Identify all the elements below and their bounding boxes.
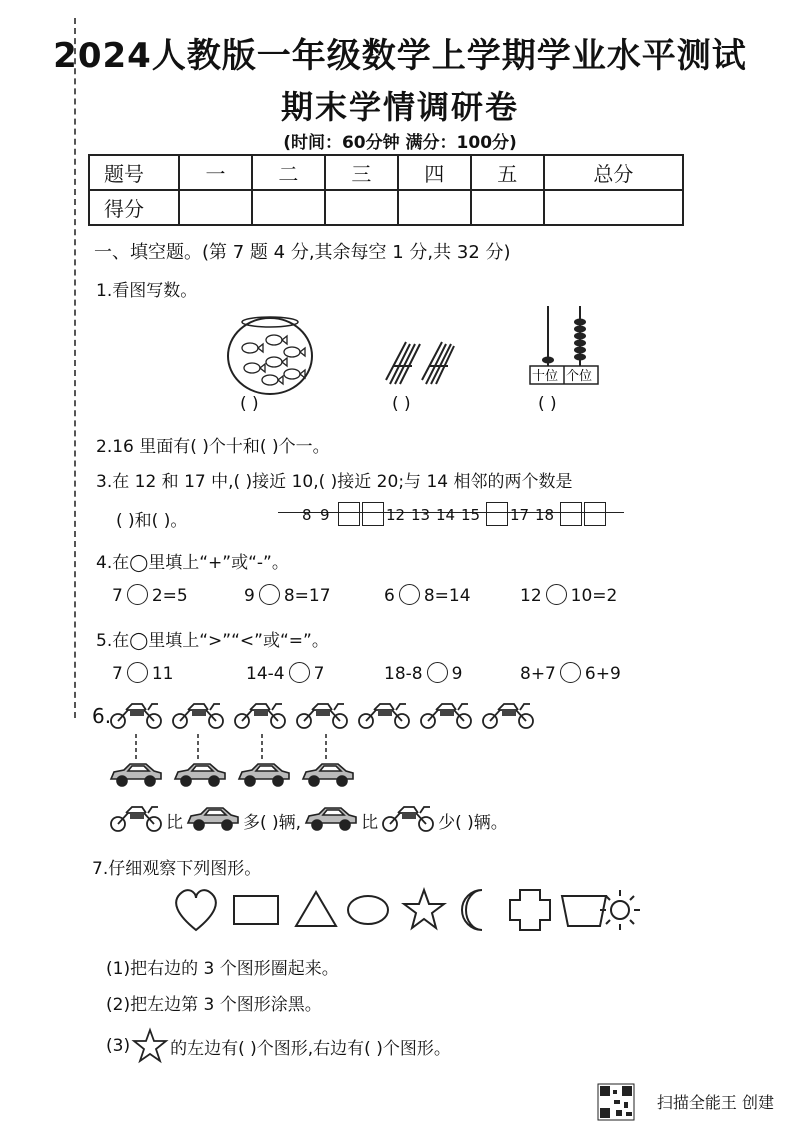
q7-sub3-text: 的左边有( )个图形,右边有( )个图形。 [170,1038,451,1059]
abacus-ones-label: 个位 [566,369,593,384]
q6-text: 少( )辆。 [438,812,508,833]
q4-expression [244,584,331,606]
operand: 12 [520,586,542,606]
q5-comparison [246,662,324,684]
heart-shape [176,890,216,930]
q1-answer-blank[interactable]: ( ) [392,394,411,414]
operand: 11 [151,664,174,684]
q4-expression [112,584,188,606]
operand: 14-4 [246,664,285,684]
q6-text: 比 [361,812,379,833]
motorcycle-icon [170,700,226,734]
question-7-label: 7.仔细观察下列图形。 [92,859,262,879]
operand: 8=17 [283,586,331,606]
car-icon [303,804,359,836]
q5-comparison [520,662,621,684]
q7-sub3-prefix: (3) [106,1036,131,1056]
score-header-cell: 总分 [544,155,683,190]
q4-sign-circle[interactable] [259,584,280,605]
motorcycle-icon [294,700,350,734]
number-line-number: 12 [386,506,406,524]
page-title: 2024人教版一年级数学上学期学业水平测试 [53,36,747,76]
rectangle-shape [234,896,278,924]
operand: 9 [244,586,255,606]
q6-text: 多( )辆, [243,812,302,833]
operand: 7 [313,664,325,684]
matching-dashed-lines [108,734,408,762]
operand: 7 [112,664,123,684]
number-line-number: 15 [461,506,481,524]
star-shape [404,890,444,928]
number-line-blank-box[interactable] [486,502,508,526]
car-icon [300,760,356,792]
number-line-blank-box[interactable] [338,502,360,526]
score-header-cell: 二 [252,155,325,190]
triangle-shape [296,892,336,926]
qr-code-icon [598,1084,634,1120]
operand: 18-8 [384,664,423,684]
motorcycle-icon [356,700,412,734]
operand: 6+9 [584,664,621,684]
cross-shape [510,890,550,930]
sun-rays [600,890,640,930]
crescent-shape [462,890,482,930]
q6-text: 比 [166,812,183,833]
star-icon [132,1028,168,1064]
number-line-number: 18 [535,506,555,524]
score-header-cell: 五 [471,155,544,190]
question-3-line2: ( )和( )。 [116,511,188,531]
q1-answer-blank[interactable]: ( ) [240,394,259,414]
operand: 8=14 [423,586,471,606]
question-3-line1: 3.在 12 和 17 中,( )接近 10,( )接近 20;与 14 相邻的两个数是 [96,472,573,492]
score-cell[interactable] [179,190,252,225]
q4-expression [520,584,617,606]
question-6-sentence [108,804,508,836]
q4-sign-circle[interactable] [399,584,420,605]
operand: 7 [112,586,123,606]
number-line-number: 8 [302,506,312,524]
score-table-score-row [89,190,683,225]
score-row-label: 得分 [89,190,179,225]
operand: 8+7 [520,664,556,684]
motorcycle-icon [480,700,536,734]
sun-shape [611,901,629,919]
number-line-number: 9 [320,506,330,524]
score-cell[interactable] [471,190,544,225]
number-line-blank-box[interactable] [362,502,384,526]
question-5-label: 5.在◯里填上“>”“<”或“=”。 [96,631,329,651]
question-7-sub1: (1)把右边的 3 个图形圈起来。 [106,959,339,979]
score-header-cell: 一 [179,155,252,190]
exam-meta: (时间：60分钟 满分：100分) [283,133,517,153]
q5-compare-circle[interactable] [127,662,148,683]
score-cell[interactable] [325,190,398,225]
motorcycle-icon [108,803,164,837]
score-table-header-row [89,155,683,190]
trapezoid-shape [562,896,606,926]
scanner-watermark: 扫描全能王 创建 [656,1093,774,1112]
q4-sign-circle[interactable] [127,584,148,605]
operand: 9 [451,664,463,684]
number-line-number: 14 [436,506,456,524]
score-cell[interactable] [544,190,683,225]
q4-expression [384,584,471,606]
score-cell[interactable] [398,190,471,225]
number-line-blank-box[interactable] [584,502,606,526]
score-table [88,154,684,226]
operand: 6 [384,586,395,606]
question-7-sub3 [106,1028,451,1064]
q5-compare-circle[interactable] [560,662,581,683]
section-heading: 一、填空题。(第 7 题 4 分,其余每空 1 分,共 32 分) [94,242,511,263]
page-subtitle: 期末学情调研卷 [280,88,519,126]
operand: 10=2 [570,586,618,606]
question-6-label: 6. [92,704,112,728]
question-1-label: 1.看图写数。 [96,281,198,301]
stick-bundles-image [384,340,454,386]
question-7-sub2: (2)把左边第 3 个图形涂黑。 [106,995,322,1015]
q4-sign-circle[interactable] [546,584,567,605]
question-4-label: 4.在◯里填上“+”或“-”。 [96,553,289,573]
score-header-cell: 四 [398,155,471,190]
motorcycle-icon [418,700,474,734]
number-line-number: 13 [411,506,431,524]
car-icon [108,760,164,792]
car-icon [236,760,292,792]
number-line-blank-box[interactable] [560,502,582,526]
operand: 2=5 [151,586,188,606]
abacus-tens-label: 十位 [532,369,559,384]
q1-answer-blank[interactable]: ( ) [538,394,557,414]
car-icon [172,760,228,792]
motorcycle-icon [380,803,436,837]
motorcycle-icon [232,700,288,734]
q5-compare-circle[interactable] [427,662,448,683]
score-header-cell: 题号 [89,155,179,190]
fishbowl-image [222,312,318,398]
ellipse-shape [348,896,388,924]
score-header-cell: 三 [325,155,398,190]
car-icon [185,804,241,836]
motorcycle-icon [108,700,164,734]
q5-comparison [384,662,462,684]
abacus-image [530,304,602,386]
question-2: 2.16 里面有( )个十和( )个一。 [96,437,330,457]
q5-comparison [112,662,173,684]
q5-compare-circle[interactable] [289,662,310,683]
score-cell[interactable] [252,190,325,225]
number-line-number: 17 [510,506,530,524]
shapes-row [172,884,642,936]
